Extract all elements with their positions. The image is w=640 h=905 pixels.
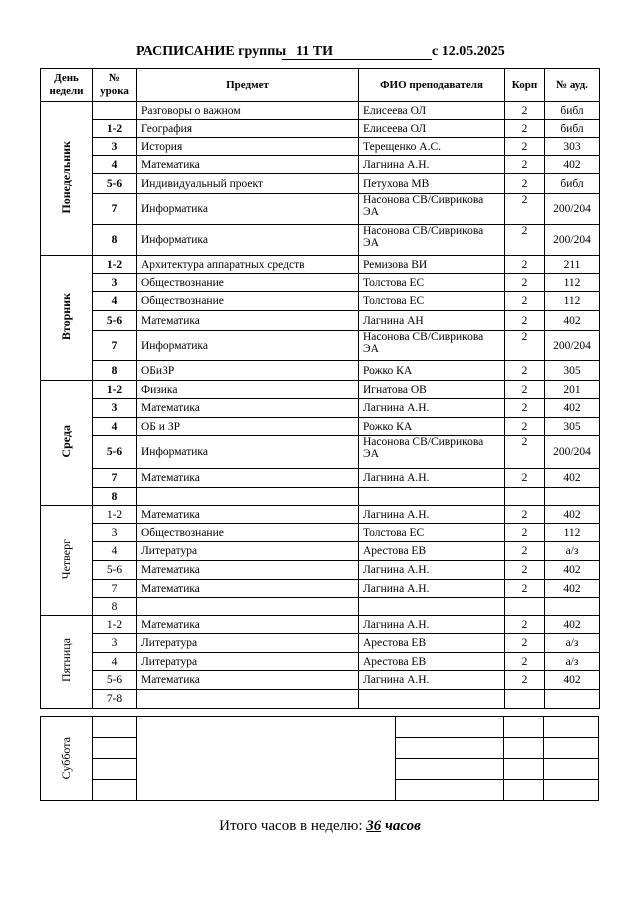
teacher-cell: Лагнина А.Н. [359,561,505,580]
table-row [41,194,600,225]
subject-cell: Информатика [137,225,359,256]
table-row [41,174,600,194]
group-name-text: 11 ТИ [296,44,333,59]
table-row [41,524,600,542]
room-cell [545,598,600,616]
building-cell [505,598,545,616]
subject-cell: Математика [137,469,359,488]
saturday-block [40,716,599,800]
teacher-cell: Ремизова ВИ [359,256,505,274]
total-hours: 36 [366,818,382,834]
subject-cell: Математика [137,156,359,174]
room-cell: а/з [545,634,600,653]
table-row [41,102,600,120]
building-cell: 2 [505,671,545,690]
room-cell: 305 [545,361,600,381]
building-cell: 2 [505,256,545,274]
room-cell: 112 [545,524,600,542]
subject-cell: Информатика [137,194,359,225]
subject-cell: Архитектура аппаратных средств [137,256,359,274]
room-cell: 402 [545,561,600,580]
teacher-cell: Лагнина А.Н. [359,156,505,174]
teacher-cell: Лагнина А.Н. [359,469,505,488]
lesson-number: 3 [93,274,137,292]
building-cell: 2 [505,506,545,524]
room-cell: 402 [545,616,600,634]
table-row [41,399,600,418]
teacher-cell: Елисеева ОЛ [359,120,505,138]
room-cell: библ [545,120,600,138]
building-cell: 2 [505,138,545,156]
table-row [41,138,600,156]
day-label: Четверг [59,538,73,580]
teacher-cell: Лагнина А.Н. [359,399,505,418]
lesson-number: 1-2 [93,506,137,524]
day-cell [41,102,93,256]
lesson-number: 4 [93,418,137,436]
building-cell: 2 [505,524,545,542]
day-label: Вторник [59,292,73,341]
building-cell [505,690,545,709]
building-cell: 2 [505,331,545,361]
table-row [41,381,600,399]
table-row [41,616,600,634]
group-name [282,44,432,60]
lesson-number: 1-2 [93,120,137,138]
day-label: Понедельник [59,140,73,214]
subject-cell: Математика [137,506,359,524]
total-label: Итого часов в неделю: [219,818,363,834]
subject-cell: Разговоры о важном [137,102,359,120]
teacher-cell: Насонова СВ/Сиврикова ЭА [359,225,505,256]
room-cell: 402 [545,506,600,524]
lesson-number [93,102,137,120]
room-cell: 201 [545,381,600,399]
table-row [41,488,600,506]
building-cell: 2 [505,120,545,138]
subject-cell: История [137,138,359,156]
teacher-cell: Арестова ЕВ [359,653,505,671]
table-row [41,436,600,469]
teacher-cell: Арестова ЕВ [359,634,505,653]
subject-cell: Математика [137,561,359,580]
subject-cell: Математика [137,399,359,418]
table-row [41,292,600,311]
room-cell: 200/204 [545,436,600,469]
schedule-title [0,44,640,64]
lesson-number: 1-2 [93,256,137,274]
lesson-number: 4 [93,653,137,671]
subject-cell: Математика [137,580,359,598]
room-cell: 303 [545,138,600,156]
table-row [41,671,600,690]
lesson-number: 7 [93,194,137,225]
teacher-cell: Лагнина А.Н. [359,580,505,598]
table-row [41,561,600,580]
teacher-cell: Толстова ЕС [359,274,505,292]
building-cell: 2 [505,274,545,292]
table-row [41,598,600,616]
table-row [41,120,600,138]
lesson-number: 7 [93,331,137,361]
teacher-cell: Толстова ЕС [359,292,505,311]
schedule-body [41,102,600,709]
day-cell [41,616,93,709]
building-cell: 2 [505,381,545,399]
building-cell: 2 [505,292,545,311]
room-cell: а/з [545,653,600,671]
teacher-cell: Арестова ЕВ [359,542,505,561]
lesson-number: 3 [93,524,137,542]
subject-cell: Информатика [137,331,359,361]
room-cell: а/з [545,542,600,561]
header-row [41,69,600,102]
teacher-cell: Насонова СВ/Сиврикова ЭА [359,331,505,361]
room-cell: 200/204 [545,225,600,256]
subject-cell: Математика [137,616,359,634]
table-row [41,274,600,292]
header-aud: № ауд. [545,69,600,102]
lesson-number: 5-6 [93,174,137,194]
table-row [41,469,600,488]
table-row [41,690,600,709]
building-cell: 2 [505,418,545,436]
subject-cell: Литература [137,542,359,561]
day-label: Среда [59,425,73,458]
room-cell: библ [545,102,600,120]
table-row [41,311,600,331]
building-cell: 2 [505,542,545,561]
lesson-number: 5-6 [93,561,137,580]
subject-cell: Обществознание [137,524,359,542]
teacher-cell: Лагнина А.Н. [359,506,505,524]
teacher-cell: Насонова СВ/Сиврикова ЭА [359,436,505,469]
day-cell [41,381,93,506]
teacher-cell: Игнатова ОВ [359,381,505,399]
building-cell: 2 [505,580,545,598]
building-cell [505,488,545,506]
subject-cell: Литература [137,653,359,671]
building-cell: 2 [505,616,545,634]
teacher-cell: Петухова МВ [359,174,505,194]
lesson-number: 8 [93,361,137,381]
lesson-number: 3 [93,138,137,156]
room-cell: 402 [545,311,600,331]
header-day: День недели [41,69,93,102]
title-label: РАСПИСАНИЕ группы [136,44,287,59]
building-cell: 2 [505,361,545,381]
table-row [41,506,600,524]
building-cell: 2 [505,194,545,225]
subject-cell [137,598,359,616]
table-row [41,580,600,598]
room-cell: 200/204 [545,331,600,361]
total-unit: часов [385,818,421,834]
day-label-saturday: Суббота [58,736,73,780]
lesson-number: 7 [93,469,137,488]
room-cell: 402 [545,671,600,690]
table-row [41,418,600,436]
lesson-number: 4 [93,542,137,561]
subject-cell [137,488,359,506]
table-row [41,156,600,174]
building-cell: 2 [505,469,545,488]
teacher-cell: Елисеева ОЛ [359,102,505,120]
day-label: Пятница [59,638,73,683]
day-cell [41,256,93,381]
teacher-cell: Рожко КА [359,418,505,436]
table-row [41,653,600,671]
subject-cell: Математика [137,671,359,690]
subject-cell: Информатика [137,436,359,469]
lesson-number: 7-8 [93,690,137,709]
subject-cell: Обществознание [137,292,359,311]
building-cell: 2 [505,436,545,469]
lesson-number: 5-6 [93,311,137,331]
building-cell: 2 [505,634,545,653]
lesson-number: 3 [93,634,137,653]
table-row [41,542,600,561]
building-cell: 2 [505,399,545,418]
subject-cell: Физика [137,381,359,399]
teacher-cell: Насонова СВ/Сиврикова ЭА [359,194,505,225]
room-cell: 211 [545,256,600,274]
room-cell: библ [545,174,600,194]
schedule-date: с 12.05.2025 [432,44,505,59]
room-cell: 112 [545,292,600,311]
lesson-number: 4 [93,292,137,311]
building-cell: 2 [505,102,545,120]
building-cell: 2 [505,311,545,331]
lesson-number: 1-2 [93,616,137,634]
building-cell: 2 [505,561,545,580]
room-cell [545,690,600,709]
lesson-number: 8 [93,225,137,256]
table-row [41,256,600,274]
table-row [41,331,600,361]
room-cell [545,488,600,506]
lesson-number: 8 [93,598,137,616]
teacher-cell: Рожко КА [359,361,505,381]
subject-cell: ОБиЗР [137,361,359,381]
room-cell: 402 [545,469,600,488]
lesson-number: 5-6 [93,671,137,690]
lesson-number: 7 [93,580,137,598]
day-cell [41,506,93,616]
room-cell: 305 [545,418,600,436]
teacher-cell [359,690,505,709]
subject-cell [137,690,359,709]
lesson-number: 3 [93,399,137,418]
subject-cell: Обществознание [137,274,359,292]
table-row [41,634,600,653]
building-cell: 2 [505,156,545,174]
table-row [41,225,600,256]
room-cell: 402 [545,399,600,418]
header-num: № урока [93,69,137,102]
building-cell: 2 [505,653,545,671]
subject-cell: ОБ и ЗР [137,418,359,436]
weekly-hours-total [0,818,640,835]
lesson-number: 4 [93,156,137,174]
room-cell: 402 [545,156,600,174]
teacher-cell [359,488,505,506]
subject-cell: Индивидуальный проект [137,174,359,194]
building-cell: 2 [505,225,545,256]
teacher-cell: Терещенко А.С. [359,138,505,156]
teacher-cell: Лагнина А.Н. [359,671,505,690]
room-cell: 402 [545,580,600,598]
schedule-table [40,68,600,709]
teacher-cell: Лагнина АН [359,311,505,331]
room-cell: 200/204 [545,194,600,225]
lesson-number: 5-6 [93,436,137,469]
lesson-number: 8 [93,488,137,506]
building-cell: 2 [505,174,545,194]
header-subject: Предмет [137,69,359,102]
teacher-cell [359,598,505,616]
room-cell: 112 [545,274,600,292]
subject-cell: Литература [137,634,359,653]
table-row [41,361,600,381]
header-teacher: ФИО преподавателя [359,69,505,102]
teacher-cell: Толстова ЕС [359,524,505,542]
subject-cell: География [137,120,359,138]
teacher-cell: Лагнина А.Н. [359,616,505,634]
header-korp: Корп [505,69,545,102]
subject-cell: Математика [137,311,359,331]
lesson-number: 1-2 [93,381,137,399]
